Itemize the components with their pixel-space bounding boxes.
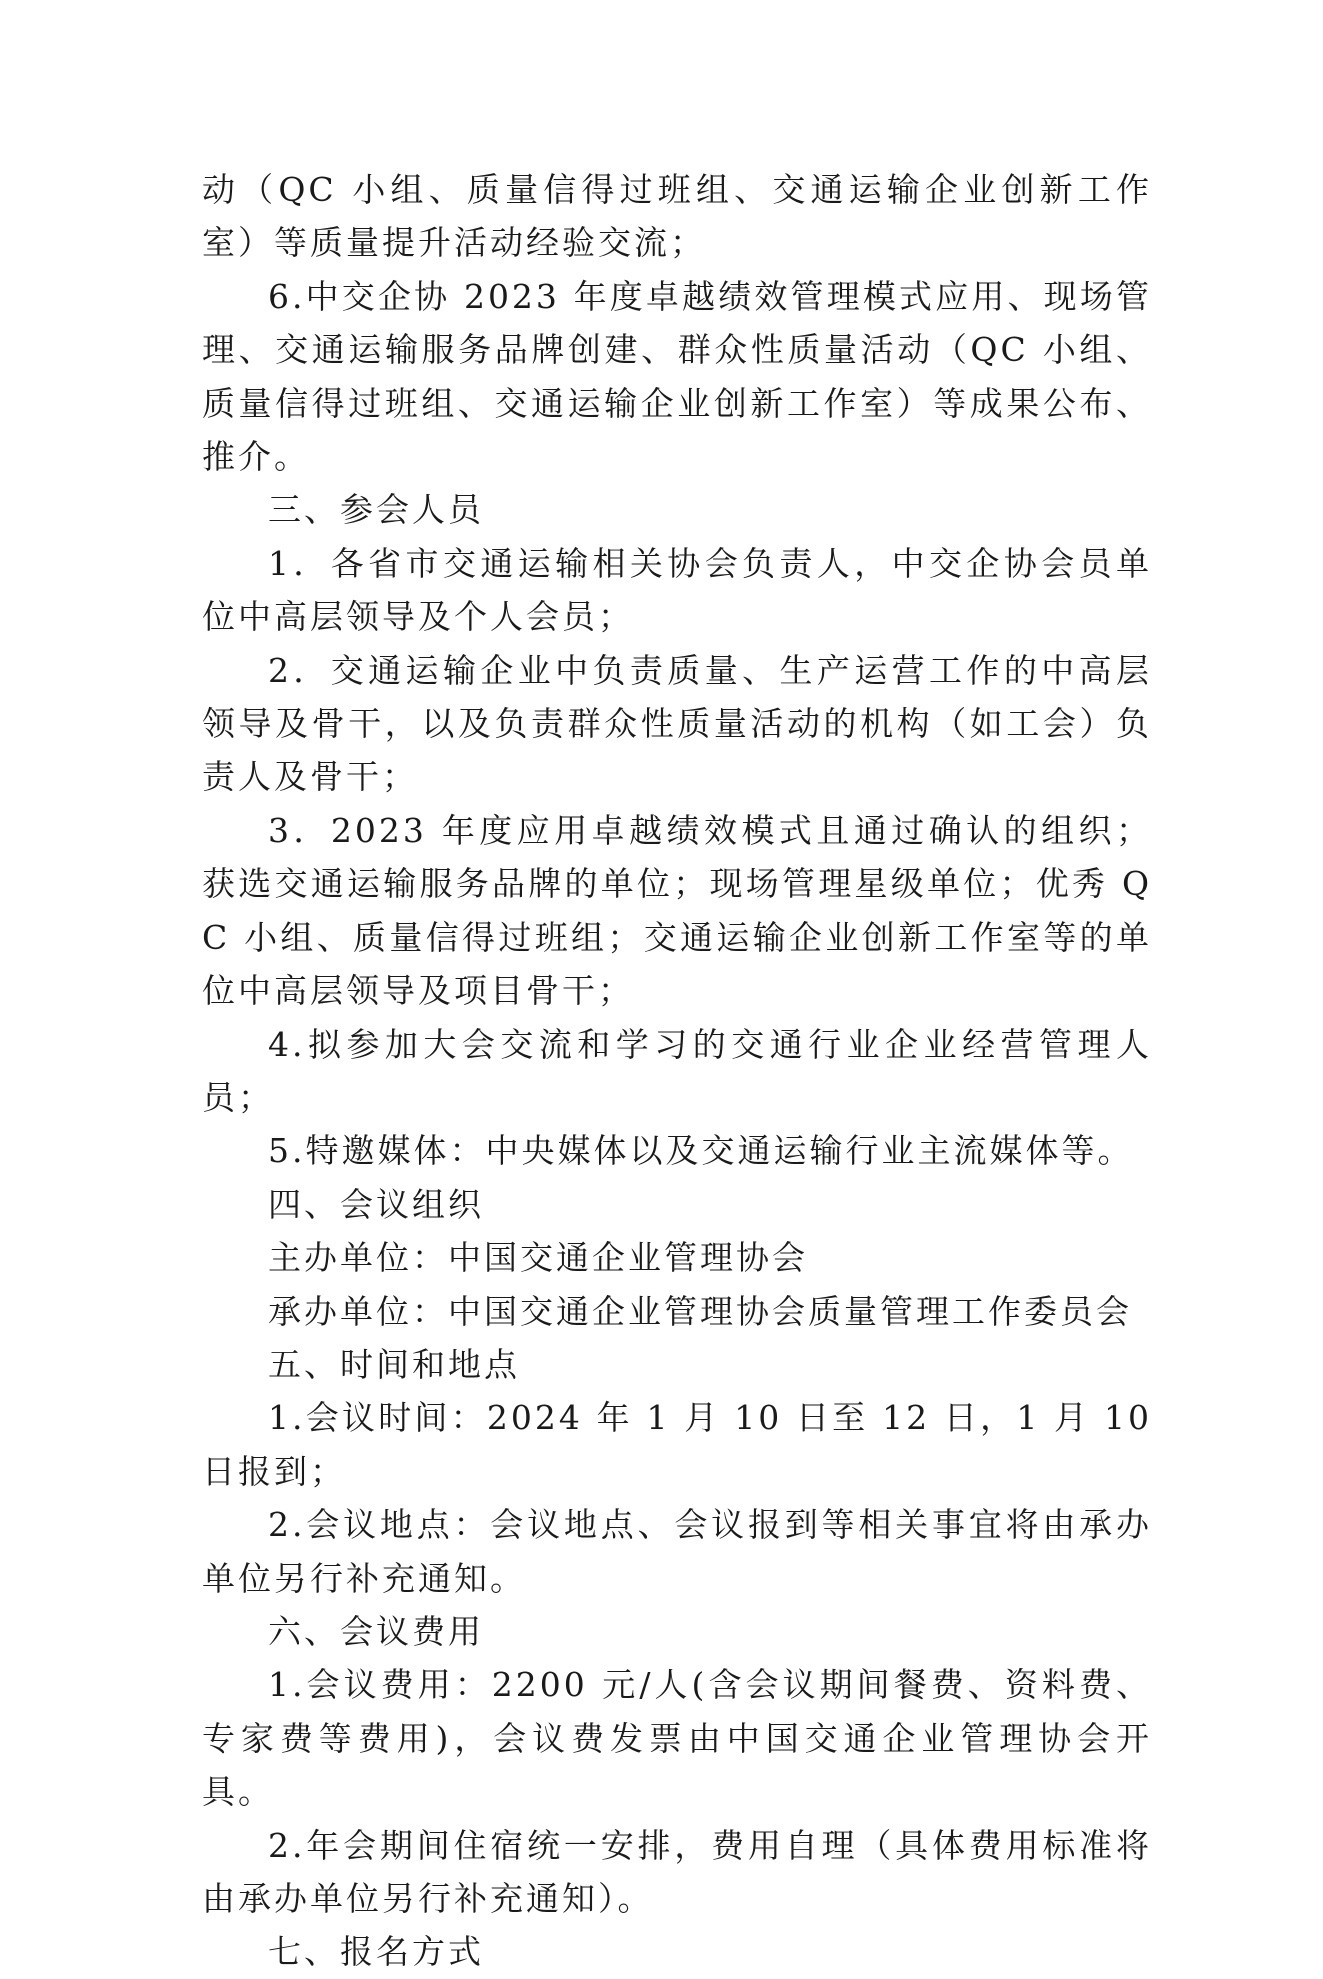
fee-item-2: 2.年会期间住宿统一安排，费用自理（具体费用标准将由承办单位另行补充通知）。 [202, 1825, 1152, 1918]
paragraph-continuation: 动（QC 小组、质量信得过班组、交通运输企业创新工作室）等质量提升活动经验交流； [202, 170, 1152, 263]
attendee-item-3: 3．2023 年度应用卓越绩效模式且通过确认的组织；获选交通运输服务品牌的单位；现场管理星级单位；优秀 QC 小组、质量信得过班组；交通运输企业创新工作室等的单位中高层领导及项目骨干； [202, 810, 1152, 1011]
attendee-item-1: 1．各省市交通运输相关协会负责人，中交企协会员单位中高层领导及个人会员； [202, 543, 1152, 637]
meeting-time-item: 1.会议时间：2024 年 1 月 10 日至 12 日，1 月 10 日报到； [202, 1398, 1166, 1491]
attendee-item-4: 4.拟参加大会交流和学习的交通行业企业经营管理人员； [202, 1024, 1152, 1117]
co-organizer-line: 承办单位：中国交通企业管理协会质量管理工作委员会 [268, 1291, 1132, 1331]
section-heading-attendees: 三、参会人员 [268, 490, 484, 530]
paragraph-item-6: 6.中交企协 2023 年度卓越绩效管理模式应用、现场管理、交通运输服务品牌创建、群众性质量活动（QC 小组、质量信得过班组、交通运输企业创新工作室）等成果公布、推介。 [202, 276, 1152, 477]
section-heading-registration: 七、报名方式 [268, 1932, 484, 1972]
organizer-line: 主办单位：中国交通企业管理协会 [268, 1238, 808, 1278]
fee-item-1: 1.会议费用：2200 元/人(含会议期间餐费、资料费、专家费等费用)，会议费发票由中国交通企业管理协会开具。 [202, 1665, 1152, 1812]
attendee-item-2: 2．交通运输企业中负责质量、生产运营工作的中高层领导及骨干，以及负责群众性质量活动的机构（如工会）负责人及骨干； [202, 650, 1152, 797]
section-heading-time-place: 五、时间和地点 [268, 1344, 520, 1384]
section-heading-fees: 六、会议费用 [268, 1611, 484, 1651]
attendee-item-5: 5.特邀媒体：中央媒体以及交通运输行业主流媒体等。 [268, 1131, 1134, 1171]
meeting-place-item: 2.会议地点：会议地点、会议报到等相关事宜将由承办单位另行补充通知。 [202, 1505, 1152, 1598]
document-body [202, 163, 1166, 1979]
section-heading-organization: 四、会议组织 [268, 1184, 484, 1224]
